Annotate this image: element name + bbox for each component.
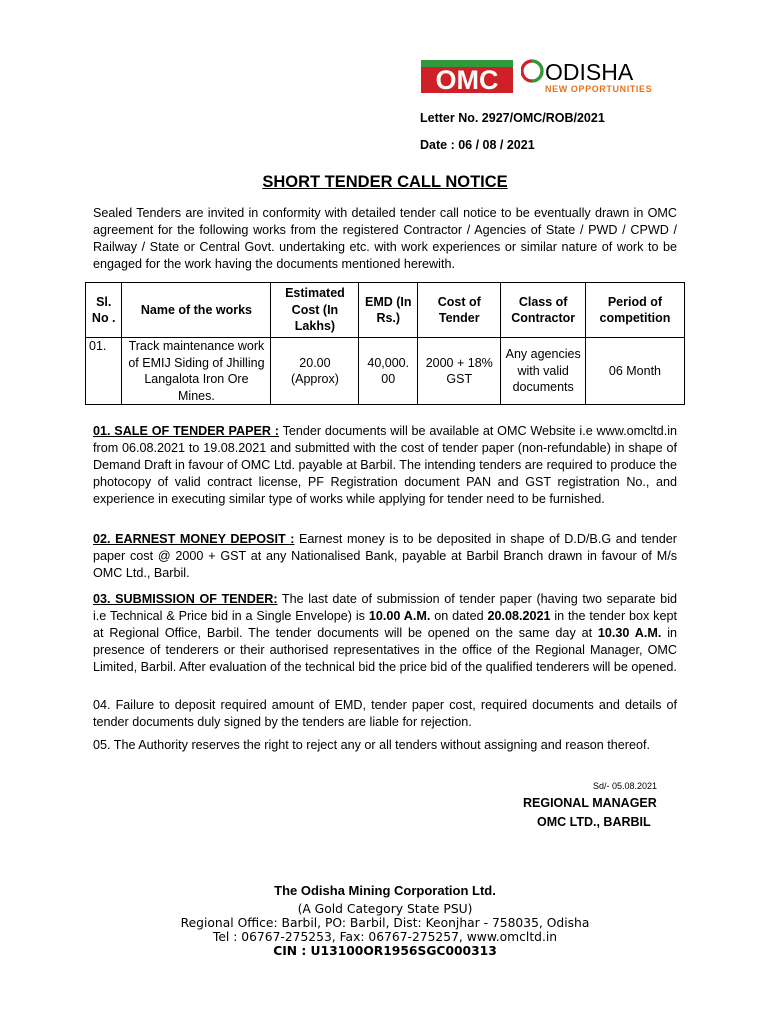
col-header-cost-of-tender: Cost of Tender [418,283,501,338]
cell-estimated-cost: 20.00 (Approx) [271,338,359,405]
section-heading: 03. SUBMISSION OF TENDER: [93,592,278,606]
section-text: The last date of submission of tender paper (having two separate bid i.e Technical & Price bid in a Single Envelope) is [93,592,677,623]
section-authority-rights: 05. The Authority reserves the right to reject any or all tenders without assigning and reason thereof. [93,738,651,752]
cell-class-of-contractor: Any agencies with valid documents [501,338,585,405]
letter-number: Letter No. 2927/OMC/ROB/2021 [420,111,605,125]
section-submission-of-tender [93,591,677,676]
section-sale-of-tender-paper [93,423,677,508]
tender-table [85,282,685,405]
omc-logo [421,60,513,93]
submission-time: 10.00 A.M. [368,609,431,623]
section-text: in the tender box kept at Regional Office, Barbil. The tender documents will be opened on the same day at [93,609,677,640]
col-header-period: Period of competition [585,283,684,338]
letter-date: Date : 06 / 08 / 2021 [420,138,535,152]
section-text: on dated [430,609,488,623]
col-header-class-of-contractor: Class of Contractor [501,283,585,338]
intro-paragraph: Sealed Tenders are invited in conformity with detailed tender call notice to be eventually drawn in OMC agreement for the following works from the registered Contractor / Agencies of State / PWD / CPWD / Railway / State or Central Govt. undertaking etc. with work experiences or similar nature of work to be engaged for the work having the documents mentioned herewith. [93,206,677,271]
section-heading: 01. SALE OF TENDER PAPER : [93,424,279,438]
signatory-organization: OMC LTD., BARBIL [537,815,651,829]
footer-address: Regional Office: Barbil, PO: Barbil, Dist: Keonjhar - 758035, Odisha [180,916,590,930]
table-header-row [86,283,685,338]
section-text: in presence of tenderers or their authorised representatives in the office of the Regional Manager, OMC Limited, Barbil. After evaluation of the technical bid the price bid of the qualified tenderers will be opened. [93,626,678,674]
notice-title: SHORT TENDER CALL NOTICE [262,173,508,191]
section-heading: 02. EARNEST MONEY DEPOSIT : [93,532,295,546]
cell-cost-of-tender: 2000 + 18% GST [418,338,501,405]
signed-date: Sd/- 05.08.2021 [593,781,658,791]
table-row [86,338,685,405]
col-header-name-of-works: Name of the works [122,283,271,338]
col-header-sl-no: Sl. No . [86,283,122,338]
omc-logo-text: OMC [435,65,499,93]
odisha-logo-tagline: NEW OPPORTUNITIES [545,84,653,94]
section-body: Earnest money is to be deposited in shape of D.D/B.G and tender paper cost @ 2000 + GST at any Nationalised Bank, payable at Barbil Branch drawn in favour of M/s OMC Ltd., Barbil. [93,532,677,580]
odisha-logo-text: ODISHA [545,59,634,85]
submission-date: 20.08.2021 [487,609,551,623]
col-header-estimated-cost: Estimated Cost (In Lakhs) [271,283,359,338]
col-header-emd: EMD (In Rs.) [359,283,418,338]
cell-period: 06 Month [585,338,684,405]
odisha-logo [521,57,681,97]
cell-name-of-works: Track maintenance work of EMIJ Siding of Jhilling Langalota Iron Ore Mines. [122,338,271,405]
section-body: Tender documents will be available at OMC Website i.e www.omcltd.in from 06.08.2021 to 19.08.2021 and submitted with the cost of tender paper (non-refundable) in shape of Demand Draft in favour of OMC Ltd. payable at Barbil. The intending tenders are required to produce the photocopy of valid contract license, PF Registration document PAN and GST registration No., and experience in executing similar type of works while applying for tender need to be furnished. [93,424,677,506]
cell-emd: 40,000. 00 [359,338,418,405]
footer-psu-category: (A Gold Category State PSU) [297,902,473,916]
footer-corporation-name: The Odisha Mining Corporation Ltd. [274,883,496,898]
section-earnest-money-deposit [93,531,677,582]
opening-time: 10.30 A.M. [597,626,662,640]
footer-cin: CIN : U13100OR1956SGC000313 [273,944,497,958]
footer-contact: Tel : 06767-275253, Fax: 06767-275257, www.omcltd.in [212,930,558,944]
signatory-title: REGIONAL MANAGER [523,796,657,810]
cell-sl-no: 01. [86,338,122,405]
section-failure-to-deposit: 04. Failure to deposit required amount of EMD, tender paper cost, required documents and details of tender documents duly signed by the tenders are liable for rejection. [93,698,677,729]
